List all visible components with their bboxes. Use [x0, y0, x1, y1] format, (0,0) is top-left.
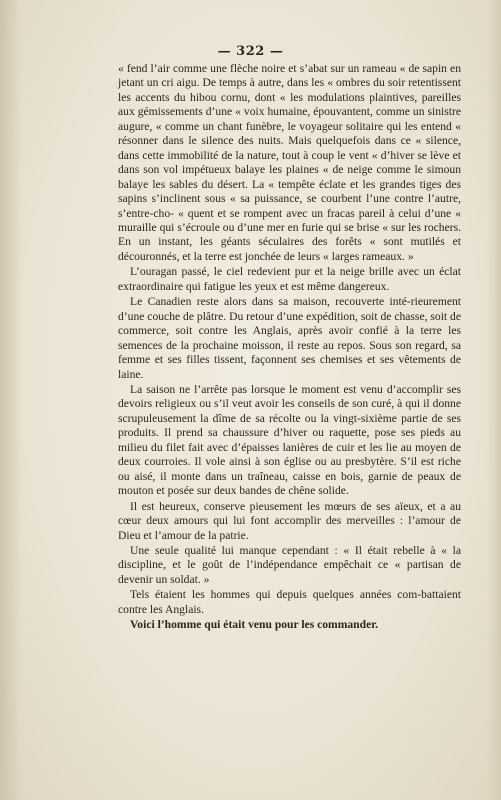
paragraph-final: Voici l’homme qui était venu pour les commander.	[130, 618, 379, 632]
paragraph: Tels étaient les hommes qui depuis quelques années com-battaient contre les Anglais.	[118, 588, 461, 616]
body-text	[118, 62, 461, 634]
page-number: — 322 —	[217, 44, 284, 59]
paragraph: Il est heureux, conserve pieusement les mœurs de ses aïeux, et a au cœur deux amours qui lui font accomplir des merveilles : l’amour de Dieu et l’amour de la patrie.	[118, 499, 461, 542]
paragraph: Le Canadien reste alors dans sa maison, recouverte inté-rieurement d’une couche de plâtre. Du retour d’une expédition, soit de chasse, soit de commerce, soit contre les Anglais, après avoir confié à la terre les semences de la prochaine moisson, il reste au repos. Sous son regard, sa femme et ses filles tissent, façonnent ses chemises et ses vêtements de laine.	[118, 295, 461, 381]
paragraph: Une seule qualité lui manque cependant : « Il était rebelle à « la discipline, et le goût de l’indépendance empêchait ce « partisan de devenir un soldat. »	[118, 543, 461, 586]
page-right-edge-shadow	[487, 0, 501, 800]
paragraph: La saison ne l’arrête pas lorsque le moment est venu d’accomplir ses devoirs religieux ou s’il veut avoir les conseils de son curé, à qui il donne scrupuleusement la dîme de sa récolte ou la vingt-sixième partie de ses produits. Il prend sa chaussure d’hiver ou raquette, pose ses pieds au milieu du filet fait avec d’épaisses lanières de cuir et les lie au moyen de deux courroies. Il vole ainsi à son église ou au presbytère. S’il est riche ou aisé, il monte dans un traîneau, caisse en bois, garnie de peaux de mouton et posée sur deux bandes de chêne solide.	[118, 382, 461, 498]
page-left-edge-shadow	[0, 0, 22, 800]
paragraph: L’ouragan passé, le ciel redevient pur et la neige brille avec un éclat extraordinaire qui fatigue les yeux et est même dangereux.	[118, 265, 461, 293]
paragraph-quote: « fend l’air comme une flèche noire et s’abat sur un rameau « de sapin en jetant un cri aigu. De temps à autre, dans les « ombres du soir retentissent les accents du hibou cornu, dont « les modulations plaintives, pareilles aux gémissements d’une « voix humaine, épouvantent, comme un sinistre augure, « comme un chant funèbre, le voyageur solitaire qui les entend « résonner dans le silence des nuits. Mais quelquefois dans ce « silence, dans cette immobilité de la nature, tout à coup le vent « d’hiver se lève et dans son vol impétueux balaye les plaines « de neige comme le simoun balaye les sables du désert. La « tempête éclate et les grandes tiges des sapins s’inclinent sous « sa puissance, se courbent l’une contre l’autre, s’entre-cho- « quent et se rompent avec un fracas pareil à celui d’une « muraille qui s’écroule ou d’une mer en furie qui se brise « sur les rochers. En un instant, les géants séculaires des forêts « sont mutilés et découronnés, et la terre est jonchée de leurs « larges rameaux. »	[118, 62, 461, 263]
